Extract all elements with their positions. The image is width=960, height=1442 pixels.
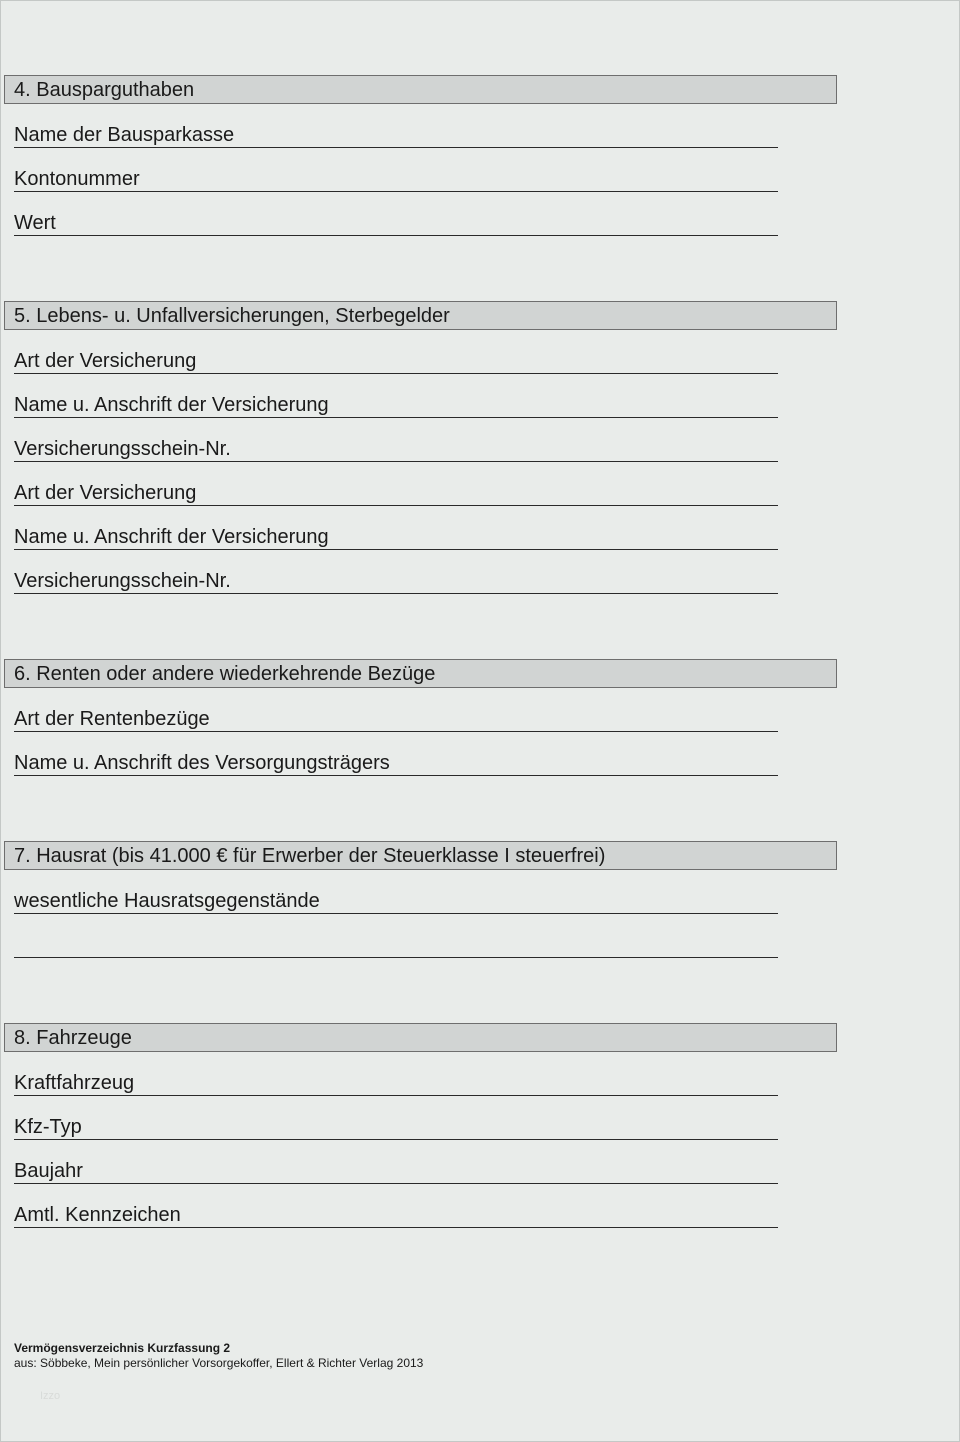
field-versicherungsschein-nr[interactable]: [14, 432, 778, 462]
field-kfz-typ[interactable]: [14, 1110, 778, 1140]
section-heading: 7. Hausrat (bis 41.000 € für Erwerber der Steuerklasse I steuerfrei): [14, 845, 606, 867]
watermark: Izzo: [40, 1390, 61, 1402]
section-header-lebensversicherungen: [4, 301, 837, 330]
field-art-der-versicherung[interactable]: [14, 344, 778, 374]
field-label: Kfz-Typ: [14, 1116, 82, 1138]
section-heading: 8. Fahrzeuge: [14, 1027, 132, 1049]
field-label: Art der Versicherung: [14, 350, 197, 372]
field-label: Art der Versicherung: [14, 482, 197, 504]
section-heading: 4. Bausparguthaben: [14, 79, 195, 101]
field-label: Versicherungsschein-Nr.: [14, 570, 231, 592]
field-baujahr[interactable]: [14, 1154, 778, 1184]
field-label: Name u. Anschrift des Versorgungsträgers: [14, 752, 390, 774]
section-heading: 6. Renten oder andere wiederkehrende Bezüge: [14, 663, 436, 685]
section-heading: 5. Lebens- u. Unfallversicherungen, Sterbegelder: [14, 305, 450, 327]
field-amtl-kennzeichen[interactable]: [14, 1198, 778, 1228]
field-name-anschrift-versorgungstraeger[interactable]: [14, 746, 778, 776]
section-header-bausparguthaben: [4, 75, 837, 104]
footer-title: Vermögensverzeichnis Kurzfassung 2: [14, 1341, 231, 1355]
section-header-fahrzeuge: [4, 1023, 837, 1052]
field-label: Kontonummer: [14, 168, 140, 190]
field-hausrat-blank-line[interactable]: [14, 928, 778, 958]
section-header-hausrat: [4, 841, 837, 870]
field-label: Versicherungsschein-Nr.: [14, 438, 231, 460]
field-hausratsgegenstaende[interactable]: [14, 884, 778, 914]
field-label: Name u. Anschrift der Versicherung: [14, 394, 329, 416]
field-label: Art der Rentenbezüge: [14, 708, 210, 730]
field-label: Name u. Anschrift der Versicherung: [14, 526, 329, 548]
field-name-anschrift-versicherung-2[interactable]: [14, 520, 778, 550]
field-label: Wert: [14, 212, 56, 234]
field-label: Kraftfahrzeug: [14, 1072, 135, 1094]
field-name-bausparkasse[interactable]: [14, 118, 778, 148]
field-art-der-versicherung-2[interactable]: [14, 476, 778, 506]
field-label: wesentliche Hausratsgegenstände: [14, 890, 320, 912]
field-name-anschrift-versicherung[interactable]: [14, 388, 778, 418]
field-wert[interactable]: [14, 206, 778, 236]
footer-source: aus: Söbbeke, Mein persönlicher Vorsorgekoffer, Ellert & Richter Verlag 2013: [14, 1356, 424, 1370]
field-versicherungsschein-nr-2[interactable]: [14, 564, 778, 594]
field-label: Amtl. Kennzeichen: [14, 1204, 181, 1226]
field-label: Name der Bausparkasse: [14, 124, 235, 146]
field-label: Baujahr: [14, 1160, 83, 1182]
field-kraftfahrzeug[interactable]: [14, 1066, 778, 1096]
field-kontonummer[interactable]: [14, 162, 778, 192]
section-header-renten: [4, 659, 837, 688]
field-art-der-rentenbezuege[interactable]: [14, 702, 778, 732]
